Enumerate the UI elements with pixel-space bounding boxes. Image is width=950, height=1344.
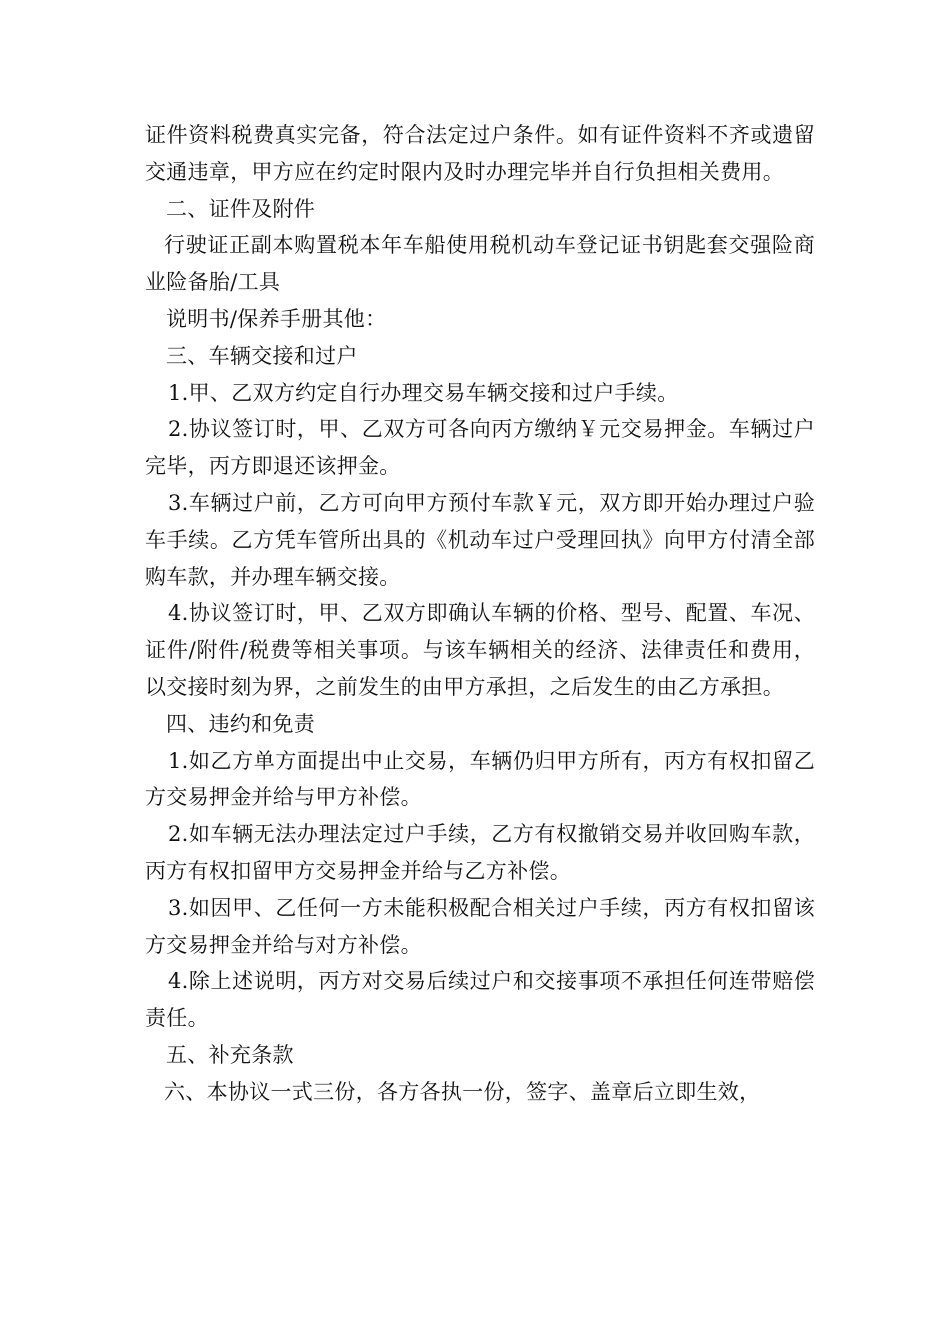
clause-3-4: 4.协议签订时，甲、乙双方即确认车辆的价格、型号、配置、车况、证件/附件/税费等相关事项。与该车辆相关的经济、法律责任和费用，以交接时刻为界，之前发生的由甲方承担，之后发生的由乙方承担。 (145, 601, 815, 699)
clause-4-1: 1.如乙方单方面提出中止交易，车辆仍归甲方所有，丙方有权扣留乙方交易押金并给与甲方补偿。 (145, 748, 815, 810)
section-heading-handover: 三、车辆交接和过户 (166, 343, 358, 368)
clause-4-4: 4.除上述说明，丙方对交易后续过户和交接事项不承担任何连带赔偿责任。 (145, 969, 815, 1031)
clause-4-3: 3.如因甲、乙任何一方未能积极配合相关过户手续，丙方有权扣留该方交易押金并给与对方补偿。 (145, 895, 815, 957)
section-heading-breach: 四、违约和免责 (166, 711, 316, 736)
clause-3-3: 3.车辆过户前，乙方可向甲方预付车款￥元，双方即开始办理过户验车手续。乙方凭车管所出具的《机动车过户受理回执》向甲方付清全部购车款，并办理车辆交接。 (145, 490, 815, 589)
section-heading-documents: 二、证件及附件 (166, 196, 316, 221)
clause-4-2: 2.如车辆无法办理法定过户手续，乙方有权撤销交易并收回购车款，丙方有权扣留甲方交易押金并给与乙方补偿。 (145, 822, 815, 883)
paragraph-conditions: 证件资料税费真实完备，符合法定过户条件。如有证件资料不齐或遗留交通违章，甲方应在约定时限内及时办理完毕并自行负担相关费用。 (145, 123, 815, 184)
clause-3-1: 1.甲、乙双方约定自行办理交易车辆交接和过户手续。 (168, 380, 679, 405)
section-heading-copies: 六、本协议一式三份，各方各执一份，签字、盖章后立即生效， (164, 1079, 761, 1104)
clause-3-2: 2.协议签订时，甲、乙双方可各向丙方缴纳￥元交易押金。车辆过户完毕，丙方即退还该押金。 (145, 417, 815, 479)
paragraph-documents-list: 行驶证正副本购置税本年车船使用税机动车登记证书钥匙套交强险商业险备胎/工具 (145, 233, 815, 295)
document-body (145, 117, 815, 1111)
paragraph-manual: 说明书/保养手册其他： (166, 306, 387, 331)
section-heading-supplementary: 五、补充条款 (166, 1042, 294, 1067)
